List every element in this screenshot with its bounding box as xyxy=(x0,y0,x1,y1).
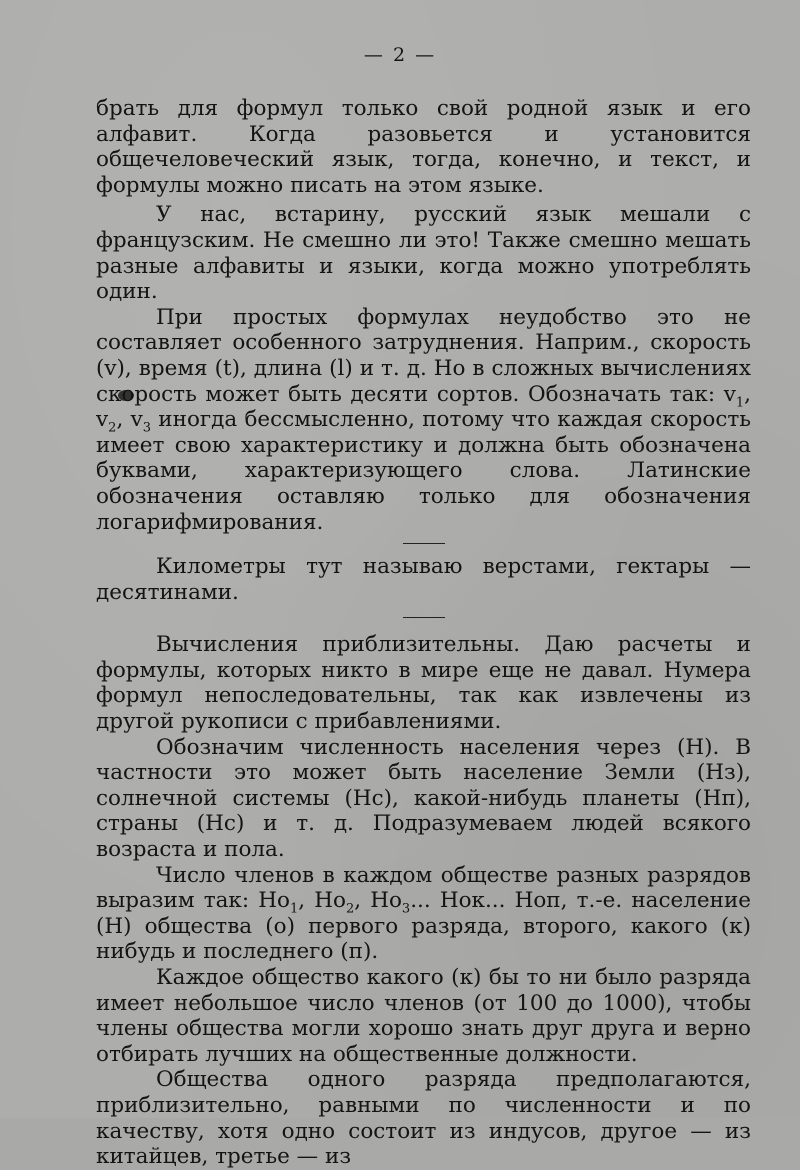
body-text xyxy=(96,96,751,1170)
page-number: — 2 — xyxy=(363,44,437,66)
paragraph-7: Число членов в каждом обществе разных разрядов выразим так: $Но_1$, $Но_2$, $Но_3$... Нок... Ноп, т.-е. население (Н) общества (о) первого разряда, второго, какого (к) нибудь и последнего (п). xyxy=(96,862,751,965)
paragraph-1: брать для формул только свой родной язык и его алфавит. Когда разовьется и установится общечеловеческий язык, тогда, конечно, и текст, и формулы можно писать на этом языке. xyxy=(96,96,751,198)
velocity-v1: $v_1$ xyxy=(723,381,745,410)
paragraph-9: Общества одного разряда предполагаются, приблизительно, равными по численности и по качеству, хотя одно состоит из индусов, другое — из китайцев, третье — из xyxy=(96,1067,751,1170)
paragraph-5: Вычисления приблизительны. Даю расчеты и формулы, которых никто в мире еще не давал. Нумера формул непоследовательны, так как извлечены из другой рукописи с прибавлениями. xyxy=(96,632,751,735)
paragraph-8: Каждое общество какого (к) бы то ни было разряда имеет небольшое число членов (от 100 до 1000), чтобы члены общества могли хорошо знать друг друга и верно отбирать лучших на общественные должности. xyxy=(96,965,751,1067)
group-ho1: $Но_1$ xyxy=(258,888,299,917)
section-divider-1 xyxy=(403,543,445,544)
paragraph-4: Километры тут называю верстами, гектары — десятинами. xyxy=(96,554,751,605)
paragraph-7-end: ... Нок... Ноп, т.-е. население (Н) общества (о) первого разряда, второго, какого (к) нибудь и последнего (п). xyxy=(96,888,751,965)
paragraph-3: При простых формулах неудобство это не составляет особенного затруднения. Наприм., скорость (v), время (t), длина (l) и т. д. Но в сложных вычислениях скорость может быть десяти сортов. Обозначать так: $v_1$, $v_2$, $v_3$ иногда бессмысленно, потому что каждая скорость имеет свою характеристику и должна быть обозначена буквами, характеризующего слова. Латинские обозначения оставляю только для обозначения логарифмирования. xyxy=(96,304,752,535)
velocity-v3: $v_3$ xyxy=(130,407,151,436)
paragraph-3-end: иногда бессмысленно, потому что каждая скорость имеет свою характеристику и должна быть обозначена буквами, характеризующего слова. Латинские обозначения оставляю только для обозначения логарифмирования. xyxy=(96,407,752,535)
velocity-v2: $v_2$ xyxy=(96,407,117,436)
paragraph-7-start: Число членов в каждом обществе разных разрядов выразим так: xyxy=(96,862,751,914)
paragraph-6: Обозначим численность населения через (Н). В частности это может быть население Земли (Нз), солнечной системы (Нс), какой-нибудь планеты (Нп), страны (Нс) и т. д. Подразумеваем людей всякого возраста и пола. xyxy=(96,734,751,863)
group-ho3: $Но_3$ xyxy=(370,888,411,917)
paragraph-2: У нас, встарину, русский язык мешали с французским. Не смешно ли это! Также смешно мешать разные алфавиты и языки, когда можно употреблять один. xyxy=(96,202,751,305)
section-divider-2 xyxy=(403,617,445,618)
group-ho2: $Но_2$ xyxy=(314,888,355,917)
paragraph-3-start: При простых формулах неудобство это не составляет особенного затруднения. Наприм., скорость (v), время (t), длина (l) и т. д. Но в сложных вычислениях скорость может быть десяти сортов. Обозначать так: xyxy=(96,304,751,407)
